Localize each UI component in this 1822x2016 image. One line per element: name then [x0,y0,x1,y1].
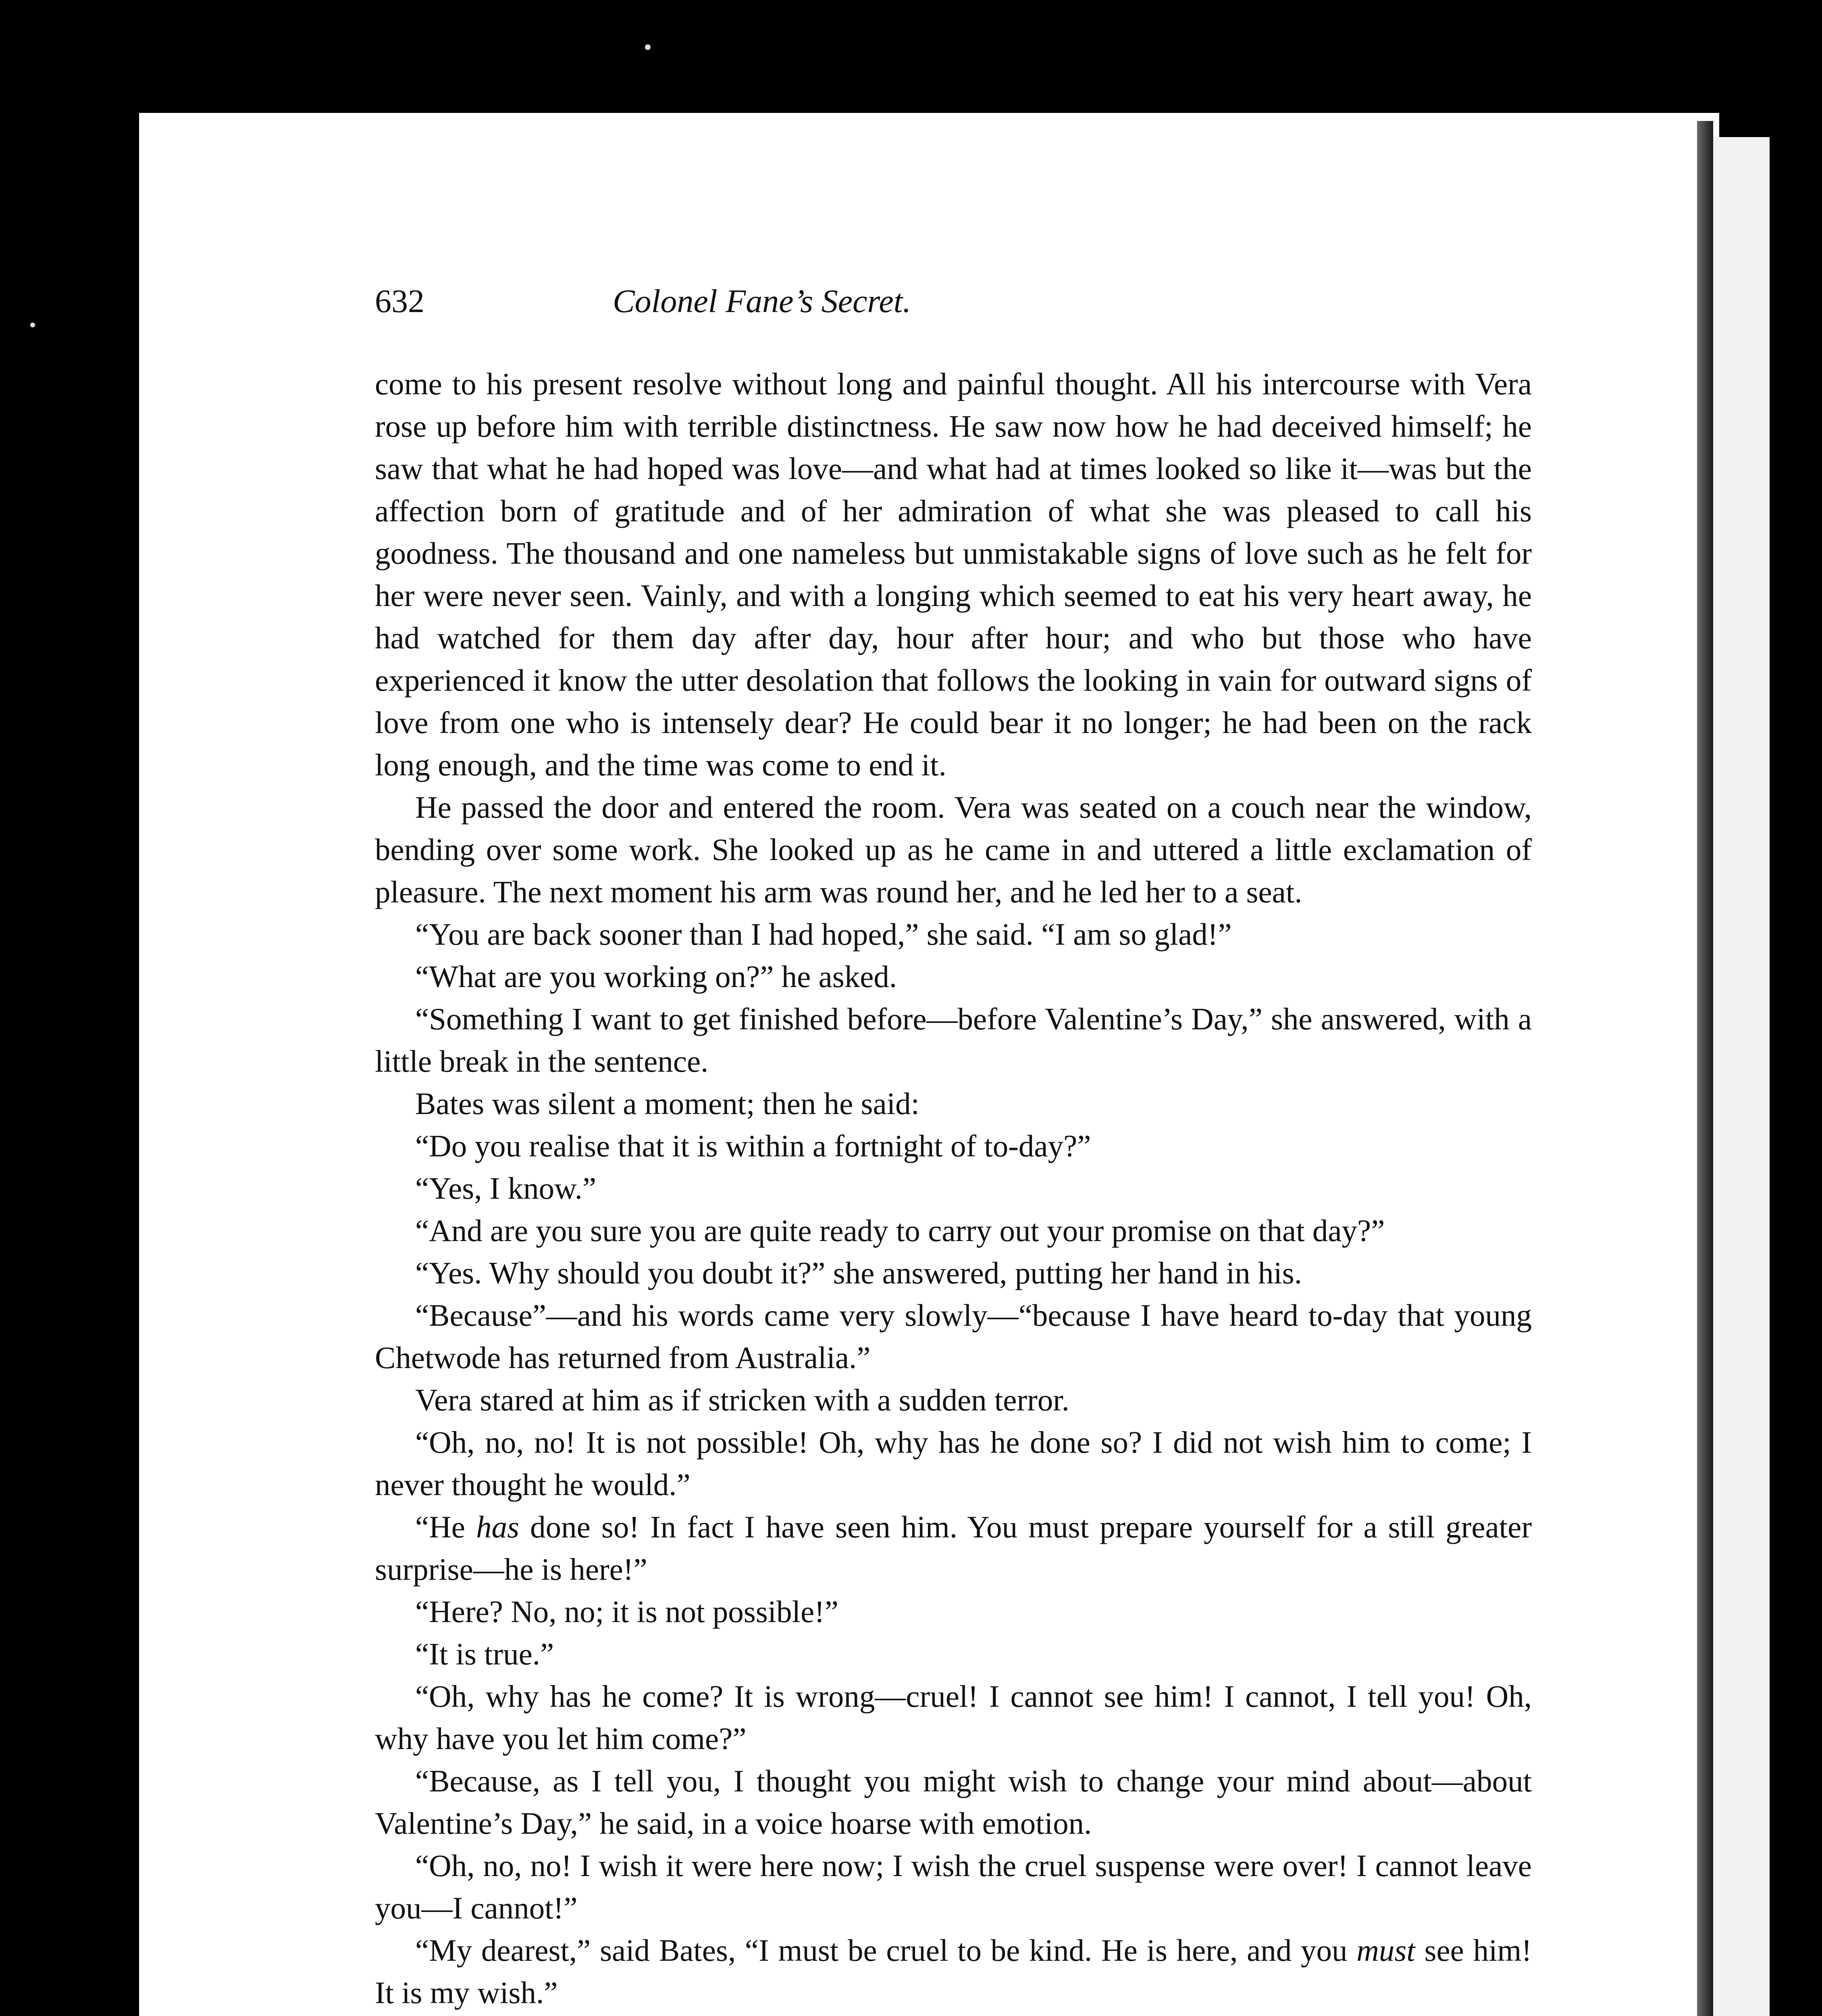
paragraph-text: “You are back sooner than I had hoped,” she said. “I am so glad!” [415,917,1232,952]
facing-page-edge [1713,137,1770,2016]
paragraph [375,1633,1532,1675]
paragraph [375,913,1532,956]
paragraph-text: “Yes, I know.” [415,1171,597,1206]
paragraph-text: Bates was silent a moment; then he said: [415,1086,919,1121]
body-text [375,363,1532,2014]
paragraph-text: see him! It is my wish.” [375,1933,1532,2010]
paragraph-text: “My dearest,” said Bates, “I must be cruel to be kind. He is here, and you [415,1933,1357,1968]
paragraph [375,1845,1532,1929]
paragraph [375,1294,1532,1379]
paragraph-text: “It is true.” [415,1637,554,1671]
paragraph-text: “Something I want to get finished before—before Valentine’s Day,” she answered, with a little break in the sentence. [375,1002,1532,1079]
paragraph-text: “Oh, no, no! It is not possible! Oh, why has he done so? I did not wish him to come; I never thought he would.” [375,1425,1532,1502]
paragraph-text: “Here? No, no; it is not possible!” [415,1594,838,1629]
paragraph [375,1083,1532,1125]
running-header [375,282,1157,331]
paragraph-text: “And are you sure you are quite ready to carry out your promise on that day?” [415,1213,1385,1248]
paragraph-text: “He [415,1510,476,1544]
paragraph [375,998,1532,1083]
paragraph-text: “What are you working on?” he asked. [415,959,897,994]
paragraph-text: “Do you realise that it is within a fortnight of to-day?” [415,1129,1091,1163]
paragraph-text: come to his present resolve without long and painful thought. All his intercourse with Vera rose up before him with terrible distinctness. He saw now how he had deceived himself; he saw that what he had hoped was love—and what had at times looked so like it—was but the affection born of gratitude and of her admiration of what she was pleased to call his goodness. The thousand and one nameless but unmistakable signs of love such as he felt for her were never seen. Vainly, and with a longing which seemed to eat his very heart away, he had watched for them day after day, hour after hour; and who but those who have experienced it know the utter desolation that follows the looking in vain for outward signs of love from one who is intensely dear? He could bear it no longer; he had been on the rack long enough, and the time was come to end it. [375,367,1532,782]
paragraph-text: “Because”—and his words came very slowly—“because I have heard to-day that young Chetwode has returned from Australia.” [375,1298,1532,1375]
paragraph-text: “Oh, why has he come? It is wrong—cruel! I cannot see him! I cannot, I tell you! Oh, why have you let him come?” [375,1679,1532,1756]
emphasis-text: must [1356,1933,1415,1968]
paragraph-text: Vera stared at him as if stricken with a sudden terror. [415,1383,1069,1417]
running-title: Colonel Fane’s Secret. [612,283,911,319]
paragraph [375,1379,1532,1421]
page-binding-shadow [1697,121,1713,2016]
paragraph [375,1210,1532,1252]
emphasis-text: has [476,1510,520,1544]
paragraph [375,1591,1532,1633]
page-number: 632 [375,283,424,319]
paragraph [375,1421,1532,1506]
paragraph-text: He passed the door and entered the room. Vera was seated on a couch near the window, bending over some work. She looked up as he came in and uttered a little exclamation of pleasure. The next moment his arm was round her, and he led her to a seat. [375,790,1532,909]
dust-speck [645,44,651,50]
paragraph-text: done so! In fact I have seen him. You must prepare yourself for a still greater surprise—he is here!” [375,1510,1532,1587]
paragraph-text: “Yes. Why should you doubt it?” she answered, putting her hand in his. [415,1256,1302,1290]
paragraph-text: “Because, as I tell you, I thought you might wish to change your mind about—about Valentine’s Day,” he said, in a voice hoarse with emotion. [375,1764,1532,1841]
paragraph [375,363,1532,786]
paragraph [375,956,1532,998]
paragraph [375,1125,1532,1167]
paragraph [375,786,1532,913]
paragraph [375,1252,1532,1294]
paragraph [375,1167,1532,1210]
dust-speck [30,323,35,327]
paragraph [375,1506,1532,1591]
paragraph-text: “Oh, no, no! I wish it were here now; I wish the cruel suspense were over! I cannot leave you—I cannot!” [375,1848,1532,1925]
paragraph [375,1929,1532,2014]
paragraph [375,1675,1532,1760]
paragraph [375,1760,1532,1845]
